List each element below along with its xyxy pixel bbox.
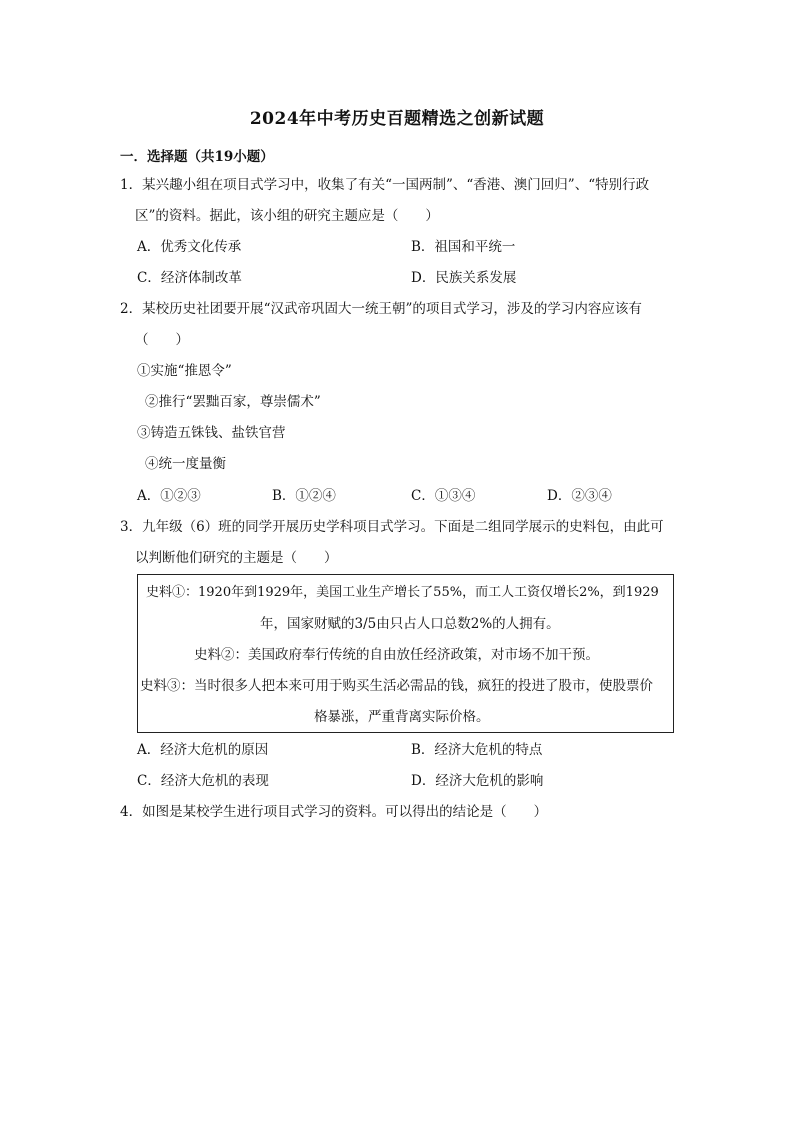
q3-option-d: D．经济大危机的影响 xyxy=(411,773,544,789)
source-3-line2: 格暴涨，严重背离实际价格。 xyxy=(314,709,490,725)
q1-option-a: A．优秀文化传承 xyxy=(137,239,242,255)
q2-item-1: ①实施“推恩令” xyxy=(137,363,232,379)
q2-item-4: ④统一度量衡 xyxy=(145,456,226,472)
q2-option-b: B．①②④ xyxy=(272,488,336,504)
q3-stem-line2: 以判断他们研究的主题是（ ） xyxy=(135,550,338,566)
q3-option-a: A．经济大危机的原因 xyxy=(137,742,269,758)
page-title: 2024年中考历史百题精选之创新试题 xyxy=(249,109,545,129)
q2-option-c: C．①③④ xyxy=(411,488,476,504)
q2-item-2: ②推行“罢黜百家，尊崇儒术” xyxy=(145,394,321,410)
q1-option-d: D．民族关系发展 xyxy=(411,270,517,286)
source-2-line: 史料②：美国政府奉行传统的自由放任经济政策，对市场不加干预。 xyxy=(194,647,599,663)
q1-stem-line2: 区”的资料。据此，该小组的研究主题应是（ ） xyxy=(135,208,439,224)
q2-option-a: A．①②③ xyxy=(137,488,201,504)
source-1-line1: 史料①：1920年到1929年，美国工业生产增长了55%，而工人工资仅增长2%，到1929 xyxy=(146,585,659,600)
q1-option-b: B．祖国和平统一 xyxy=(411,239,516,255)
source-1-line2: 年，国家财赋的3/5由只占人口总数2%的人拥有。 xyxy=(260,616,560,632)
q2-option-d: D．②③④ xyxy=(547,488,612,504)
q2-stem-line2: （ ） xyxy=(135,332,189,348)
q4-stem-line1: 4．如图是某校学生进行项目式学习的资料。可以得出的结论是（ ） xyxy=(120,804,548,820)
section-heading: 一．选择题（共19小题） xyxy=(120,149,274,165)
q3-stem-line1: 3．九年级（6）班的同学开展历史学科项目式学习。下面是二组同学展示的史料包，由此可 xyxy=(120,519,664,535)
source-material-box xyxy=(137,574,674,733)
q3-option-c: C．经济大危机的表现 xyxy=(137,773,269,789)
q1-stem-line1: 1．某兴趣小组在项目式学习中，收集了有关“一国两制”、“香港、澳门回归”、“特别行政 xyxy=(120,177,650,193)
q2-item-3: ③铸造五铢钱、盐铁官营 xyxy=(137,425,286,441)
q1-option-c: C．经济体制改革 xyxy=(137,270,242,286)
q3-option-b: B．经济大危机的特点 xyxy=(411,742,543,758)
source-3-line1: 史料③：当时很多人把本来可用于购买生活必需品的钱，疯狂的投进了股市，使股票价 xyxy=(140,678,653,694)
q2-stem-line1: 2．某校历史社团要开展“汉武帝巩固大一统王朝”的项目式学习，涉及的学习内容应该有 xyxy=(120,301,642,317)
